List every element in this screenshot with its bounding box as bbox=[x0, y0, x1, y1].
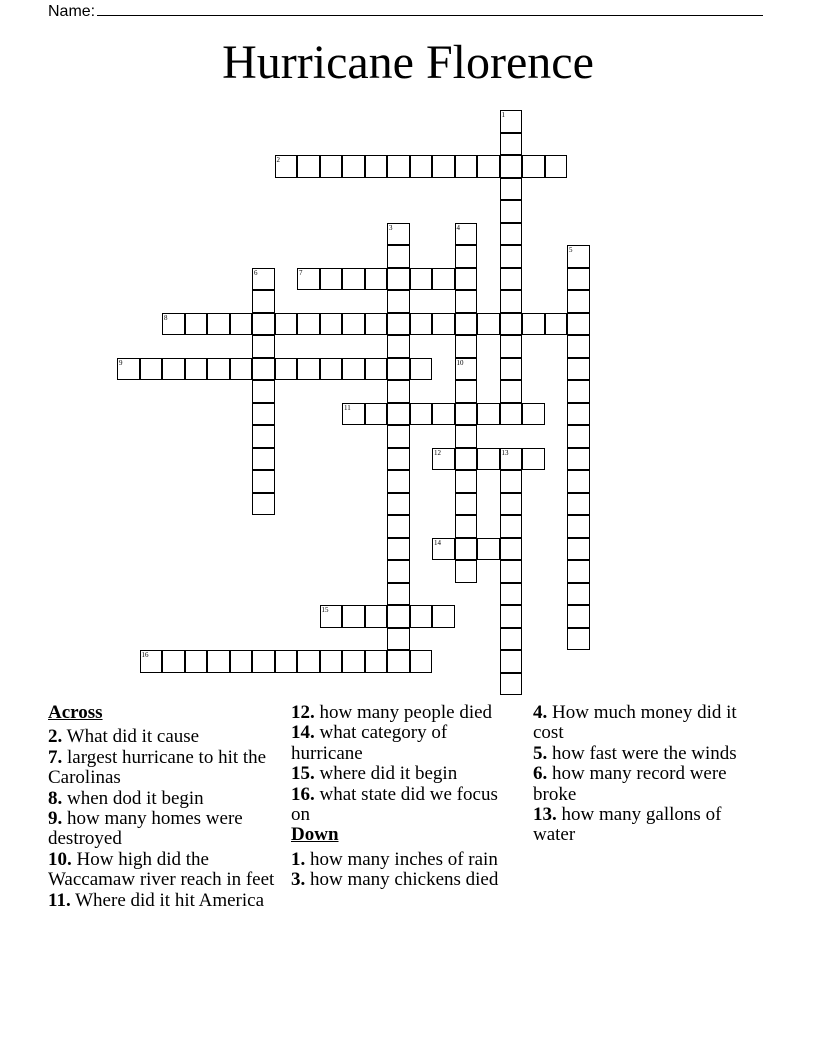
crossword-cell[interactable] bbox=[387, 245, 410, 268]
crossword-cell[interactable] bbox=[500, 560, 523, 583]
clue-across-10: 10. How high did the Waccamaw river reach in feet bbox=[48, 848, 275, 891]
crossword-cell[interactable] bbox=[410, 155, 433, 178]
crossword-cell[interactable] bbox=[387, 650, 410, 673]
crossword-cell[interactable] bbox=[275, 155, 298, 178]
across-heading: Across bbox=[48, 702, 103, 723]
crossword-cell[interactable] bbox=[500, 335, 523, 358]
crossword-cell[interactable] bbox=[185, 358, 208, 381]
clue-down-13: 13. how many gallons of water bbox=[533, 804, 722, 846]
crossword-cell[interactable] bbox=[410, 403, 433, 426]
cell-number: 2 bbox=[276, 156, 280, 164]
crossword-cell[interactable] bbox=[500, 448, 523, 471]
crossword-cell[interactable] bbox=[252, 650, 275, 673]
crossword-cell[interactable] bbox=[567, 560, 590, 583]
crossword-cell[interactable] bbox=[522, 155, 545, 178]
crossword-cell[interactable] bbox=[522, 448, 545, 471]
crossword-cell[interactable] bbox=[207, 313, 230, 336]
crossword-cell[interactable] bbox=[252, 425, 275, 448]
crossword-cell[interactable] bbox=[455, 290, 478, 313]
crossword-cell[interactable] bbox=[522, 313, 545, 336]
crossword-cell[interactable] bbox=[500, 268, 523, 291]
crossword-cell[interactable] bbox=[455, 268, 478, 291]
crossword-cell[interactable] bbox=[455, 470, 478, 493]
crossword-cell[interactable] bbox=[455, 245, 478, 268]
crossword-cell[interactable] bbox=[342, 358, 365, 381]
crossword-cell[interactable] bbox=[567, 335, 590, 358]
crossword-cell[interactable] bbox=[567, 628, 590, 651]
crossword-cell[interactable] bbox=[230, 650, 253, 673]
crossword-cell[interactable] bbox=[342, 403, 365, 426]
cell-number: 9 bbox=[119, 358, 123, 367]
clue-across-9: 9. how many homes were destroyed bbox=[48, 808, 243, 850]
crossword-cell[interactable] bbox=[500, 515, 523, 538]
crossword-cell[interactable] bbox=[567, 605, 590, 628]
clue-across-15: 15. where did it begin bbox=[291, 763, 458, 785]
crossword-cell[interactable] bbox=[455, 493, 478, 516]
crossword-cell[interactable] bbox=[365, 155, 388, 178]
crossword-cell[interactable] bbox=[365, 313, 388, 336]
crossword-cell[interactable] bbox=[387, 223, 410, 246]
crossword-cell[interactable] bbox=[567, 380, 590, 403]
crossword-cell[interactable] bbox=[117, 358, 140, 381]
puzzle-title: Hurricane Florence bbox=[222, 36, 594, 89]
down-heading: Down bbox=[291, 824, 339, 846]
cell-number: 8 bbox=[164, 313, 168, 322]
crossword-cell[interactable] bbox=[477, 155, 500, 178]
crossword-cell[interactable] bbox=[320, 155, 343, 178]
crossword-cell[interactable] bbox=[545, 155, 568, 178]
crossword-cell[interactable] bbox=[500, 470, 523, 493]
crossword-cell[interactable] bbox=[387, 493, 410, 516]
crossword-cell[interactable] bbox=[365, 358, 388, 381]
cell-number: 3 bbox=[389, 223, 393, 232]
crossword-cell[interactable] bbox=[365, 268, 388, 291]
crossword-cell[interactable] bbox=[432, 605, 455, 628]
crossword-cell[interactable] bbox=[320, 650, 343, 673]
clue-across-11: 11. Where did it hit America bbox=[48, 889, 265, 911]
clues-column-2 bbox=[291, 703, 521, 891]
crossword-cell[interactable] bbox=[387, 605, 410, 628]
clue-across-7: 7. largest hurricane to hit the Carolinas bbox=[48, 746, 267, 789]
cell-number: 10 bbox=[456, 358, 464, 367]
cell-number: 12 bbox=[434, 448, 441, 457]
crossword-cell[interactable] bbox=[432, 268, 455, 291]
crossword-cell[interactable] bbox=[387, 268, 410, 291]
crossword-cell[interactable] bbox=[387, 358, 410, 381]
clue-across-8: 8. when dod it begin bbox=[48, 787, 204, 809]
crossword-cell[interactable] bbox=[275, 358, 298, 381]
cell-number: 4 bbox=[456, 223, 460, 232]
clue-across-16: 16. what state did we focus on bbox=[291, 783, 498, 826]
crossword-cell[interactable] bbox=[365, 650, 388, 673]
crossword-cell[interactable] bbox=[410, 605, 433, 628]
cell-number: 13 bbox=[501, 448, 509, 457]
crossword-cell[interactable] bbox=[252, 493, 275, 516]
crossword-cell[interactable] bbox=[387, 290, 410, 313]
crossword-cell[interactable] bbox=[455, 448, 478, 471]
crossword-cell[interactable] bbox=[252, 358, 275, 381]
crossword-cell[interactable] bbox=[342, 268, 365, 291]
crossword-cell[interactable] bbox=[252, 290, 275, 313]
crossword-cell[interactable] bbox=[477, 448, 500, 471]
cell-number: 5 bbox=[569, 246, 573, 254]
clue-down-4: 4. How much money did it cost bbox=[533, 702, 737, 744]
crossword-cell[interactable] bbox=[500, 380, 523, 403]
crossword-cell[interactable] bbox=[387, 448, 410, 471]
crossword-cell[interactable] bbox=[275, 313, 298, 336]
crossword-cell[interactable] bbox=[455, 560, 478, 583]
crossword-cell[interactable] bbox=[342, 313, 365, 336]
crossword-cell[interactable] bbox=[567, 493, 590, 516]
crossword-cell[interactable] bbox=[455, 515, 478, 538]
crossword-cell[interactable] bbox=[500, 200, 523, 223]
crossword-cell[interactable] bbox=[500, 178, 523, 201]
crossword-cell[interactable] bbox=[500, 290, 523, 313]
name-label: Name: bbox=[48, 3, 96, 20]
crossword-cell[interactable] bbox=[207, 358, 230, 381]
cell-number: 15 bbox=[321, 606, 329, 614]
crossword-cell[interactable] bbox=[432, 538, 455, 561]
crossword-cell[interactable] bbox=[500, 650, 523, 673]
crossword-cell[interactable] bbox=[185, 650, 208, 673]
clue-across-2: 2. What did it cause bbox=[48, 726, 200, 748]
crossword-cell[interactable] bbox=[500, 155, 523, 178]
crossword-cell[interactable] bbox=[230, 313, 253, 336]
crossword-cell[interactable] bbox=[252, 380, 275, 403]
crossword-cell[interactable] bbox=[567, 313, 590, 336]
crossword-cell[interactable] bbox=[252, 470, 275, 493]
crossword-cell[interactable] bbox=[252, 335, 275, 358]
clues-column-3 bbox=[533, 703, 763, 846]
crossword-cell[interactable] bbox=[500, 403, 523, 426]
cell-number: 11 bbox=[344, 403, 351, 412]
crossword-cell[interactable] bbox=[252, 313, 275, 336]
crossword-cell[interactable] bbox=[500, 605, 523, 628]
crossword-cell[interactable] bbox=[162, 358, 185, 381]
crossword-cell[interactable] bbox=[477, 538, 500, 561]
crossword-cell[interactable] bbox=[207, 650, 230, 673]
crossword-cell[interactable] bbox=[297, 268, 320, 291]
crossword-cell[interactable] bbox=[275, 650, 298, 673]
crossword-cell[interactable] bbox=[410, 313, 433, 336]
crossword-cell[interactable] bbox=[500, 583, 523, 606]
crossword-cell[interactable] bbox=[500, 538, 523, 561]
crossword-cell[interactable] bbox=[387, 470, 410, 493]
crossword-cell[interactable] bbox=[455, 380, 478, 403]
crossword-cell[interactable] bbox=[455, 335, 478, 358]
cell-number: 14 bbox=[434, 538, 441, 547]
cell-number: 6 bbox=[254, 268, 258, 277]
crossword-cell[interactable] bbox=[387, 155, 410, 178]
crossword-cell[interactable] bbox=[500, 628, 523, 651]
cell-number: 7 bbox=[299, 268, 303, 277]
crossword-cell[interactable] bbox=[365, 403, 388, 426]
crossword-cell[interactable] bbox=[387, 425, 410, 448]
crossword-cell[interactable] bbox=[500, 245, 523, 268]
crossword-cell[interactable] bbox=[297, 155, 320, 178]
crossword-cell[interactable] bbox=[500, 493, 523, 516]
crossword-cell[interactable] bbox=[500, 358, 523, 381]
crossword-cell[interactable] bbox=[410, 268, 433, 291]
clue-down-6: 6. how many record were broke bbox=[533, 763, 727, 805]
crossword-cell[interactable] bbox=[500, 110, 523, 133]
crossword-cell[interactable] bbox=[342, 650, 365, 673]
crossword-cell[interactable] bbox=[500, 313, 523, 336]
crossword-cell[interactable] bbox=[545, 313, 568, 336]
crossword-cell[interactable] bbox=[387, 403, 410, 426]
crossword-cell[interactable] bbox=[387, 583, 410, 606]
cell-number: 1 bbox=[501, 111, 505, 119]
clue-down-1: 1. how many inches of rain bbox=[291, 848, 498, 870]
crossword-cell[interactable] bbox=[297, 313, 320, 336]
crossword-cell[interactable] bbox=[522, 403, 545, 426]
crossword-cell[interactable] bbox=[342, 155, 365, 178]
crossword-cell[interactable] bbox=[230, 358, 253, 381]
clues-column-1 bbox=[48, 703, 278, 911]
crossword-cell[interactable] bbox=[252, 448, 275, 471]
crossword-cell[interactable] bbox=[567, 515, 590, 538]
crossword-cell[interactable] bbox=[387, 538, 410, 561]
crossword-cell[interactable] bbox=[432, 313, 455, 336]
clue-down-3: 3. how many chickens died bbox=[291, 869, 499, 891]
crossword-cell[interactable] bbox=[567, 245, 590, 268]
crossword-cell[interactable] bbox=[477, 403, 500, 426]
clue-across-12: 12. how many people died bbox=[291, 702, 493, 723]
crossword-cell[interactable] bbox=[455, 425, 478, 448]
clue-down-5: 5. how fast were the winds bbox=[533, 742, 737, 764]
crossword-cell[interactable] bbox=[567, 583, 590, 606]
crossword-cell[interactable] bbox=[567, 425, 590, 448]
crossword-cell[interactable] bbox=[320, 268, 343, 291]
crossword-cell[interactable] bbox=[162, 313, 185, 336]
crossword-cell[interactable] bbox=[500, 673, 523, 696]
crossword-cell[interactable] bbox=[252, 403, 275, 426]
crossword-cell[interactable] bbox=[297, 358, 320, 381]
crossword-cell[interactable] bbox=[455, 223, 478, 246]
crossword-cell[interactable] bbox=[567, 268, 590, 291]
clue-across-14: 14. what category of hurricane bbox=[291, 722, 448, 764]
crossword-cell[interactable] bbox=[387, 628, 410, 651]
crossword-cell[interactable] bbox=[567, 290, 590, 313]
crossword-cell[interactable] bbox=[387, 335, 410, 358]
crossword-cell[interactable] bbox=[500, 133, 523, 156]
crossword-cell[interactable] bbox=[320, 605, 343, 628]
crossword-cell[interactable] bbox=[185, 313, 208, 336]
crossword-cell[interactable] bbox=[410, 358, 433, 381]
crossword-cell[interactable] bbox=[455, 313, 478, 336]
crossword-cell[interactable] bbox=[387, 313, 410, 336]
crossword-cell[interactable] bbox=[455, 358, 478, 381]
crossword-cell[interactable] bbox=[140, 358, 163, 381]
crossword-cell[interactable] bbox=[567, 358, 590, 381]
crossword-cell[interactable] bbox=[162, 650, 185, 673]
cell-number: 16 bbox=[141, 651, 149, 659]
crossword-cell[interactable] bbox=[455, 538, 478, 561]
crossword-cell[interactable] bbox=[320, 358, 343, 381]
crossword-cell[interactable] bbox=[252, 268, 275, 291]
crossword-cell[interactable] bbox=[432, 155, 455, 178]
crossword-cell[interactable] bbox=[567, 538, 590, 561]
crossword-cell[interactable] bbox=[455, 155, 478, 178]
crossword-cell[interactable] bbox=[567, 448, 590, 471]
crossword-cell[interactable] bbox=[432, 448, 455, 471]
crossword-cell[interactable] bbox=[567, 470, 590, 493]
crossword-cell[interactable] bbox=[387, 515, 410, 538]
crossword-cell[interactable] bbox=[342, 605, 365, 628]
crossword-cell[interactable] bbox=[500, 223, 523, 246]
crossword-cell[interactable] bbox=[432, 403, 455, 426]
crossword-cell[interactable] bbox=[410, 650, 433, 673]
crossword-cell[interactable] bbox=[387, 380, 410, 403]
crossword-cell[interactable] bbox=[567, 403, 590, 426]
crossword-cell[interactable] bbox=[320, 313, 343, 336]
crossword-cell[interactable] bbox=[140, 650, 163, 673]
crossword-cell[interactable] bbox=[297, 650, 320, 673]
crossword-cell[interactable] bbox=[365, 605, 388, 628]
crossword-cell[interactable] bbox=[387, 560, 410, 583]
crossword-cell[interactable] bbox=[455, 403, 478, 426]
crossword-cell[interactable] bbox=[477, 313, 500, 336]
